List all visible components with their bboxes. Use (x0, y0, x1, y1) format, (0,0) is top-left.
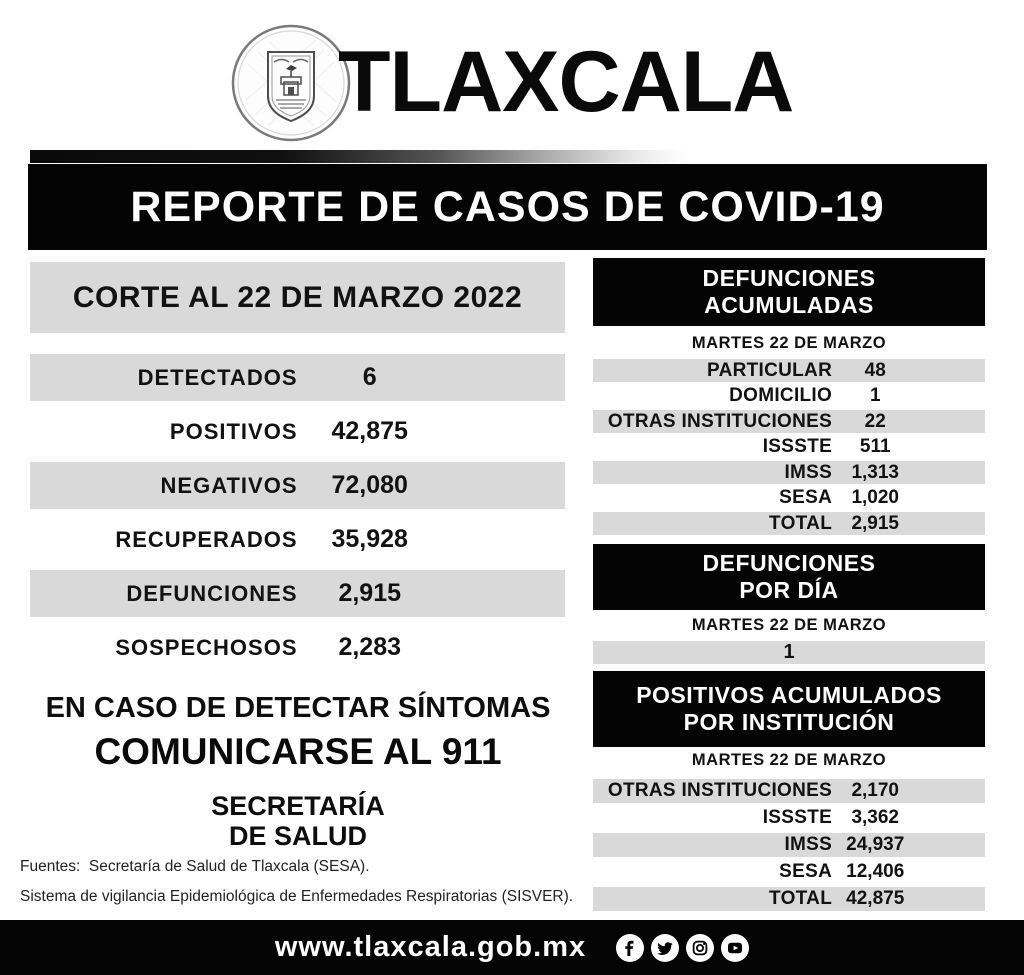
row-label: IMSS (784, 461, 833, 483)
table-row (593, 887, 985, 911)
row-label: SESA (779, 487, 833, 508)
stat-label: NEGATIVOS (160, 472, 298, 498)
row-label: DOMICILIO (729, 385, 833, 406)
agency-line1: SECRETARÍA (211, 791, 385, 821)
table-row (30, 354, 565, 401)
row-value: 1 (869, 385, 881, 406)
section-title-line: POR INSTITUCIÓN (683, 709, 895, 735)
brand-wordmark: TLAXCALA (338, 34, 794, 130)
table-row (30, 516, 565, 563)
deaths-per-day-value: 1 (593, 641, 985, 664)
stat-value: 2,283 (338, 633, 401, 661)
row-label: SESA (779, 861, 833, 882)
symptoms-notice-line1: EN CASO DE DETECTAR SÍNTOMAS (45, 692, 551, 724)
row-label: ISSSTE (762, 436, 833, 457)
table-row (30, 624, 565, 671)
sources-line1: Fuentes: Secretaría de Salud de Tlaxcala (SESA). (20, 858, 370, 875)
stat-value: 6 (362, 363, 377, 391)
row-value: 42,875 (846, 888, 905, 909)
section-date: MARTES 22 DE MARZO (691, 751, 887, 769)
table-row (30, 408, 565, 455)
stat-value: 72,080 (331, 471, 408, 499)
section-title-line: ACUMULADAS (704, 292, 874, 318)
report-title: REPORTE DE CASOS DE COVID-19 (130, 182, 885, 231)
table-row (30, 462, 565, 509)
row-value: 1,020 (851, 487, 899, 508)
stat-label: DETECTADOS (137, 364, 298, 390)
deaths-accumulated-header (593, 258, 985, 326)
table-row (593, 860, 985, 884)
cutoff-date-bar: CORTE AL 22 DE MARZO 2022 (30, 262, 565, 333)
case-stats-table (30, 354, 565, 678)
row-value: 3,362 (851, 807, 899, 828)
report-title-banner (28, 164, 987, 250)
website-url[interactable]: www.tlaxcala.gob.mx (274, 931, 587, 963)
footer-bar (0, 920, 1024, 975)
section-title-line: POR DÍA (739, 577, 839, 603)
symptoms-notice-line2: COMUNICARSE AL 911 (94, 731, 502, 772)
table-row (593, 833, 985, 857)
table-row (593, 779, 985, 803)
youtube-icon[interactable] (721, 934, 749, 962)
facebook-icon[interactable] (616, 934, 644, 962)
table-row (593, 512, 985, 535)
row-label: OTRAS INSTITUCIONES (607, 410, 833, 432)
row-value: 48 (864, 359, 886, 381)
instagram-icon[interactable] (686, 934, 714, 962)
sources-line2: Sistema de vigilancia Epidemiológica de Enfermedades Respiratorias (SISVER). (20, 888, 574, 905)
row-value: 22 (864, 410, 886, 432)
row-label: OTRAS INSTITUCIONES (607, 780, 833, 801)
row-value: 24,937 (846, 834, 905, 855)
row-value: 2,915 (851, 512, 899, 534)
stat-label: POSITIVOS (169, 418, 298, 444)
health-secretary-signature (18, 791, 578, 851)
section-date: MARTES 22 DE MARZO (691, 334, 887, 352)
table-row (593, 359, 985, 382)
stat-label: SOSPECHOSOS (115, 634, 298, 660)
table-row (30, 570, 565, 617)
section-title-line: DEFUNCIONES (702, 265, 876, 291)
stat-value: 42,875 (331, 417, 408, 445)
agency-line2: DE SALUD (228, 821, 367, 851)
row-label: TOTAL (769, 888, 833, 909)
gradient-divider (30, 150, 688, 163)
row-value: 511 (859, 436, 891, 457)
positives-by-institution-table (593, 779, 985, 914)
section-date: MARTES 22 DE MARZO (691, 616, 887, 634)
tlaxcala-coat-of-arms-logo (230, 24, 352, 142)
table-row (593, 385, 985, 408)
deaths-accumulated-table (593, 359, 985, 538)
row-label: PARTICULAR (707, 359, 833, 381)
stat-label: RECUPERADOS (115, 526, 298, 552)
section-title-line: DEFUNCIONES (702, 550, 876, 576)
social-icons (616, 934, 749, 962)
stat-value: 35,928 (331, 525, 408, 553)
row-label: TOTAL (769, 512, 833, 534)
section-title-line: POSITIVOS ACUMULADOS (636, 682, 942, 708)
deaths-per-day-header (593, 544, 985, 610)
row-label: IMSS (784, 834, 833, 855)
stat-label: DEFUNCIONES (126, 580, 298, 606)
table-row (593, 410, 985, 433)
positives-by-institution-header (593, 671, 985, 747)
twitter-icon[interactable] (651, 934, 679, 962)
row-value: 1,313 (851, 461, 899, 483)
row-label: ISSSTE (762, 807, 833, 828)
stat-value: 2,915 (338, 579, 401, 607)
sources-note (20, 858, 610, 918)
row-value: 2,170 (851, 780, 899, 801)
table-row (593, 436, 985, 459)
row-value: 12,406 (846, 861, 905, 882)
table-row (593, 806, 985, 830)
table-row (593, 461, 985, 484)
table-row (593, 487, 985, 510)
